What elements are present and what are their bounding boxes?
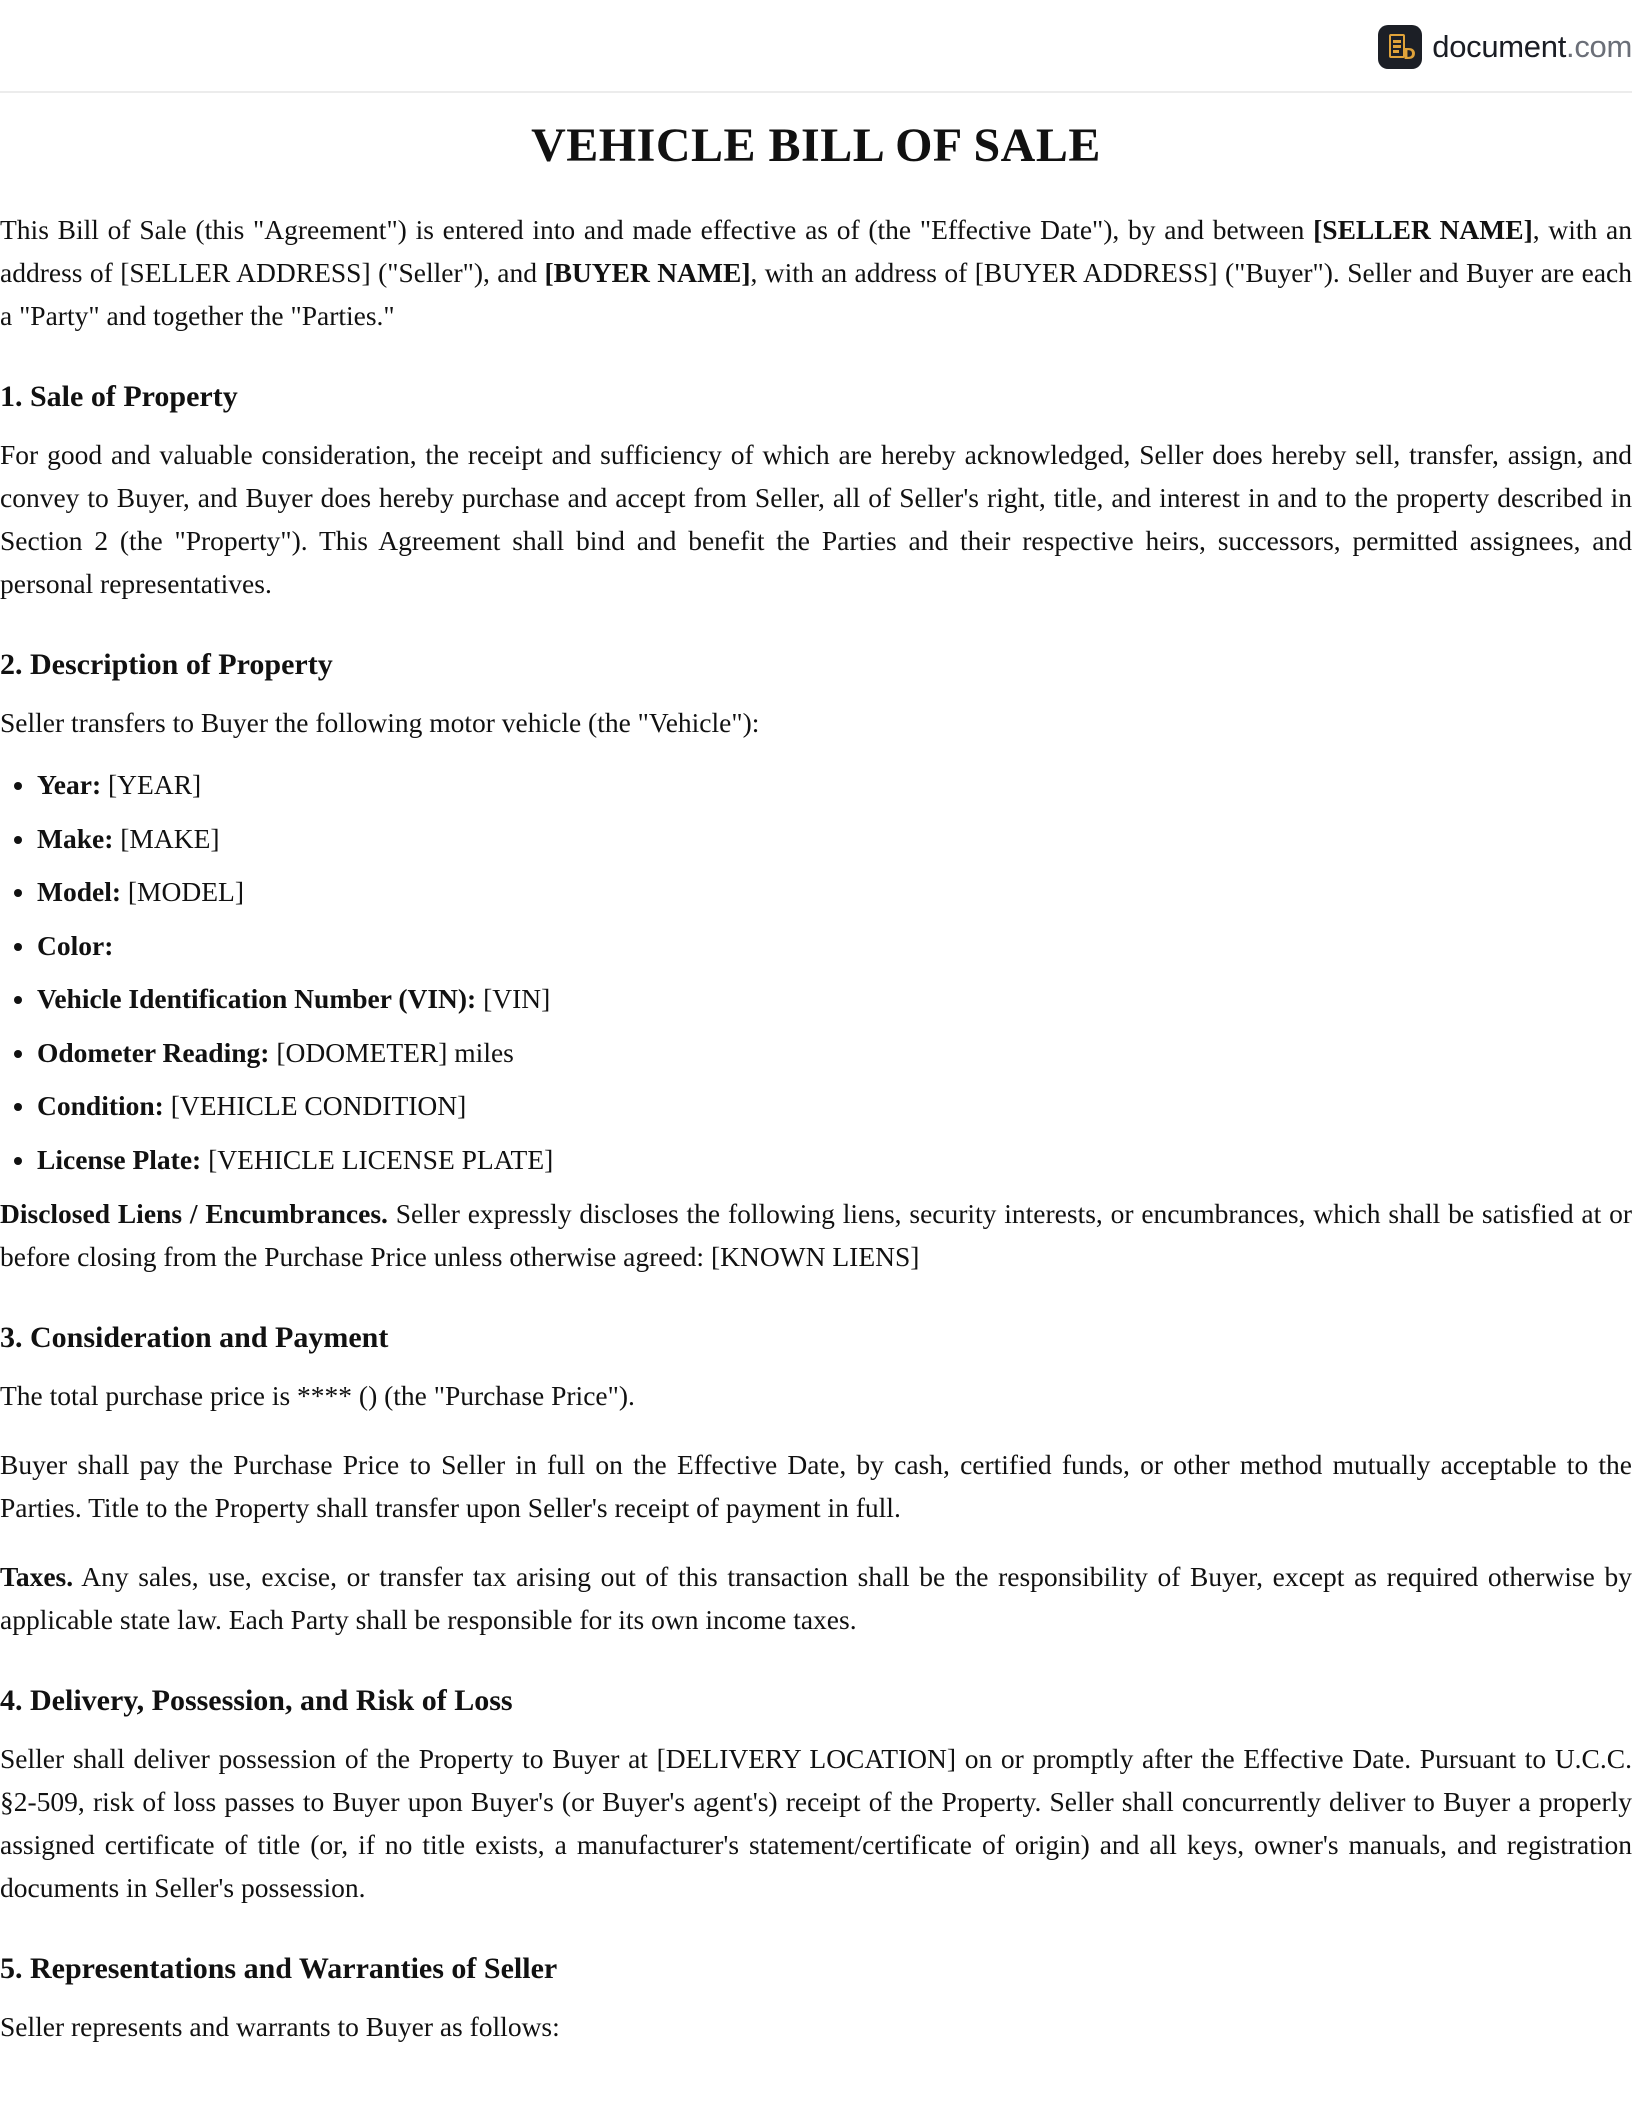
section-heading: 4. Delivery, Possession, and Risk of Loss xyxy=(0,1684,513,1717)
section-paragraph: Seller transfers to Buyer the following motor vehicle (the "Vehicle"): xyxy=(0,707,760,738)
top-bar xyxy=(0,0,1632,93)
section-sale-of-property xyxy=(0,377,1632,605)
section-paragraph: Seller represents and warrants to Buyer as follows: xyxy=(0,2011,560,2042)
list-item: • Year: [YEAR] xyxy=(37,758,1632,812)
list-item: • Vehicle Identification Number (VIN): [VIN] xyxy=(37,972,1632,1026)
list-item: • Make: [MAKE] xyxy=(37,812,1632,866)
document-title: VEHICLE BILL OF SALE xyxy=(531,119,1101,172)
section-heading: 3. Consideration and Payment xyxy=(0,1321,389,1354)
document-page xyxy=(0,93,1632,2048)
section-heading: 5. Representations and Warranties of Seller xyxy=(0,1952,558,1985)
section-heading: 1. Sale of Property xyxy=(0,380,238,413)
list-item: • License Plate: [VEHICLE LICENSE PLATE] xyxy=(37,1133,1632,1187)
list-item: • Color: xyxy=(37,919,1632,973)
taxes-paragraph: Taxes. Any sales, use, excise, or transfer tax arising out of this transaction shall be the responsibility of Buyer, except as required otherwise by applicable state law. Each Party shall be responsible for its own income taxes. xyxy=(0,1561,1632,1635)
brand-name: document.com xyxy=(1432,29,1632,64)
section-heading: 2. Description of Property xyxy=(0,648,333,681)
section-paragraph: Buyer shall pay the Purchase Price to Seller in full on the Effective Date, by cash, certified funds, or other method mutually acceptable to the Parties. Title to the Property shall transfer upon Seller's receipt of payment in full. xyxy=(0,1449,1632,1523)
intro-paragraph: This Bill of Sale (this "Agreement") is entered into and made effective as of (the "Effective Date"), by and between [SELLER NAME], with an address of [SELLER ADDRESS] ("Seller"), and [BUYER NAME], with an address of [BUYER ADDRESS] ("Buyer"). Seller and Buyer are each a "Party" and together the "Parties." xyxy=(0,214,1632,331)
section-paragraph: For good and valuable consideration, the receipt and sufficiency of which are hereby acknowledged, Seller does hereby sell, transfer, assign, and convey to Buyer, and Buyer does hereby purchase and accept from Seller, all of Seller's right, title, and interest in and to the property described in Section 2 (the "Property"). This Agreement shall bind and benefit the Parties and their respective heirs, successors, permitted assignees, and personal representatives. xyxy=(0,439,1632,599)
vehicle-details-list xyxy=(0,758,1632,1186)
list-item: • Model: [MODEL] xyxy=(37,865,1632,919)
section-paragraph: Seller shall deliver possession of the Property to Buyer at [DELIVERY LOCATION] on or promptly after the Effective Date. Pursuant to U.C.C. §2-509, risk of loss passes to Buyer upon Buyer's (or Buyer's agent's) receipt of the Property. Seller shall concurrently deliver to Buyer a properly assigned certificate of title (or, if no title exists, a manufacturer's statement/certificate of origin) and all keys, owner's manuals, and registration documents in Seller's possession. xyxy=(0,1743,1632,1903)
list-item: • Odometer Reading: [ODOMETER] miles xyxy=(37,1026,1632,1080)
liens-paragraph: Disclosed Liens / Encumbrances. Seller expressly discloses the following liens, security interests, or encumbrances, which shall be satisfied at or before closing from the Purchase Price unless otherwise agreed: [KNOWN LIENS] xyxy=(0,1198,1632,1272)
section-paragraph: The total purchase price is **** () (the "Purchase Price"). xyxy=(0,1380,635,1411)
list-item: • Condition: [VEHICLE CONDITION] xyxy=(37,1079,1632,1133)
section-delivery-possession-risk xyxy=(0,1681,1632,1909)
section-representations-warranties xyxy=(0,1949,1632,2048)
section-description-of-property xyxy=(0,645,1632,1278)
brand-logo[interactable] xyxy=(1378,24,1632,70)
document-logo-icon: D xyxy=(1378,25,1422,69)
section-consideration-and-payment xyxy=(0,1318,1632,1641)
